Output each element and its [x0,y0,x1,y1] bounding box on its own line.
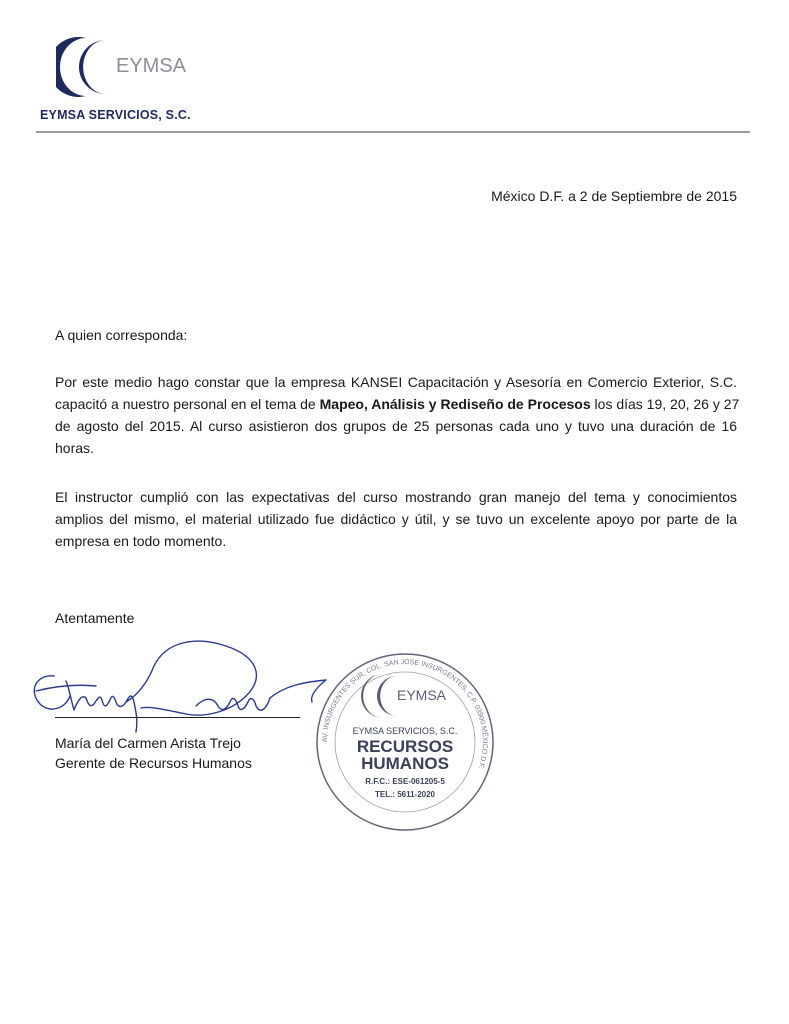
paragraph-1-line-4: horas. [55,440,94,456]
company-name: EYMSA SERVICIOS, S.C. [40,108,191,122]
paragraph-1-line-2-post: los días 19, 20, 26 y 27 [590,396,740,412]
stamp-department-line-2: HUMANOS [361,754,449,773]
paragraph-1-line-2 [55,393,740,415]
paragraph-1-line-2-pre: capacitó a nuestro personal en el tema de [55,396,320,412]
paragraph-1 [55,371,740,459]
stamp-department-line-1: RECURSOS [356,737,454,756]
paragraph-2 [55,486,737,552]
paragraph-2-line-3: empresa en todo momento. [55,533,227,549]
handwritten-signature [26,636,346,736]
logo-inner-crescent [79,40,106,94]
paragraph-2-line-2: amplios del mismo, el material utilizado fue didáctico y útil, y se tuvo un excelente apoyo por parte de la [55,511,737,527]
stamp-ring-text: AV. INSURGENTES SUR, COL. SAN JOSE INSURGENTES, C.P. 03900 MÉXICO D.F. [321,658,489,770]
paragraph-1-line-3: de agosto del 2015. Al curso asistieron dos grupos de 25 personas cada uno y tuvo una duración de 16 [55,418,737,434]
signer-name: María del Carmen Arista Trejo [55,735,241,751]
stamp-company: EYMSA SERVICIOS, S.C. [352,726,458,736]
stamp-logo-crescent-inner [377,676,397,716]
course-title: Mapeo, Análisis y Rediseño de Procesos [319,396,591,412]
salutation: A quien corresponda: [55,327,188,343]
signer-title: Gerente de Recursos Humanos [55,755,252,771]
signature-line [55,717,300,718]
paragraph-1-line-1: Por este medio hago constar que la empresa KANSEI Capacitación y Asesoría en Comercio Exterior, S.C. [55,374,737,390]
date-line: México D.F. a 2 de Septiembre de 2015 [491,188,737,204]
eymsa-logo [56,36,186,98]
stamp-rfc: R.F.C.: ESE-061205-5 [365,777,445,786]
stamp-logo-text: EYMSA [397,687,447,703]
paragraph-2-line-1: El instructor cumplió con las expectativas del curso mostrando gran manejo del tema y conocimientos [55,489,737,505]
company-stamp [313,650,497,834]
stamp-tel: TEL.: 5611-2020 [374,790,436,799]
closing: Atentamente [55,610,135,626]
header-divider [36,131,750,133]
logo-text: EYMSA [116,55,186,77]
